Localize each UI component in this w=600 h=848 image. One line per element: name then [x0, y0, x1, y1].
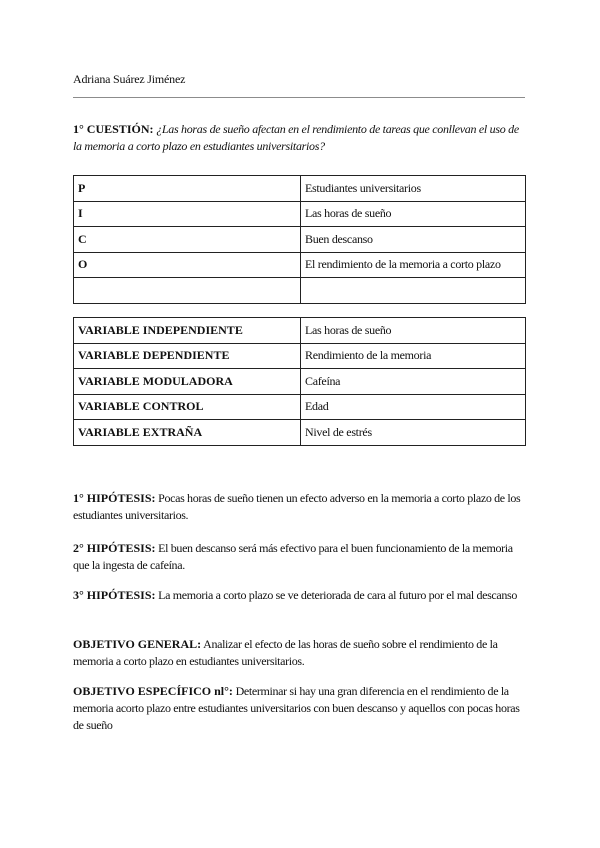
- objective-text: Analizar el efecto de las horas de sueño sobre el rendimiento de la memoria a corto plazo en estudiantes universitarios.: [73, 637, 498, 668]
- pico-key: I: [74, 201, 301, 227]
- pico-value: El rendimiento de la memoria a corto plazo: [301, 252, 526, 278]
- hypothesis-label: 2° HIPÓTESIS:: [73, 541, 156, 555]
- table-row: [74, 369, 526, 395]
- pico-table: [73, 175, 526, 304]
- objective-text: Determinar si hay una gran diferencia en el rendimiento de la memoria acorto plazo entre estudiantes universitarios con buen descanso y aquellos con pocas horas de sueño: [73, 684, 520, 732]
- variable-value: Las horas de sueño: [301, 318, 526, 344]
- header-divider: [73, 97, 525, 98]
- hypothesis-1: [73, 490, 528, 524]
- variable-key: VARIABLE MODULADORA: [74, 369, 301, 395]
- hypothesis-label: 1° HIPÓTESIS:: [73, 491, 156, 505]
- author-name: Adriana Suárez Jiménez: [73, 72, 186, 86]
- table-row: [74, 252, 526, 278]
- table-row: [74, 227, 526, 253]
- variable-key: VARIABLE EXTRAÑA: [74, 420, 301, 446]
- variable-value: Cafeína: [301, 369, 526, 395]
- table-row: [74, 278, 526, 304]
- table-row: [74, 420, 526, 446]
- table-row: [74, 318, 526, 344]
- research-question: [73, 121, 528, 155]
- variable-key: VARIABLE INDEPENDIENTE: [74, 318, 301, 344]
- objective-label: OBJETIVO ESPECÍFICO nl°:: [73, 684, 233, 698]
- variable-value: Edad: [301, 394, 526, 420]
- question-text: ¿Las horas de sueño afectan en el rendimiento de tareas que conllevan el uso de la memoria a corto plazo en estudiantes universitarios?: [73, 122, 519, 153]
- pico-value: [301, 278, 526, 304]
- question-label: 1° CUESTIÓN:: [73, 122, 154, 136]
- pico-value: Buen descanso: [301, 227, 526, 253]
- hypothesis-text: La memoria a corto plazo se ve deteriorada de cara al futuro por el mal descanso: [158, 588, 517, 602]
- pico-key: P: [74, 176, 301, 202]
- pico-key: C: [74, 227, 301, 253]
- hypothesis-text: Pocas horas de sueño tienen un efecto adverso en la memoria a corto plazo de los estudiantes universitarios.: [73, 491, 521, 522]
- table-row: [74, 394, 526, 420]
- objective-label: OBJETIVO GENERAL:: [73, 637, 202, 651]
- specific-objective: [73, 683, 528, 734]
- pico-value: Las horas de sueño: [301, 201, 526, 227]
- hypothesis-2: [73, 540, 528, 574]
- variable-key: VARIABLE CONTROL: [74, 394, 301, 420]
- table-row: [74, 176, 526, 202]
- table-row: [74, 201, 526, 227]
- variable-value: Rendimiento de la memoria: [301, 343, 526, 369]
- variable-value: Nivel de estrés: [301, 420, 526, 446]
- hypothesis-3: [73, 587, 528, 604]
- general-objective: [73, 636, 528, 670]
- variables-table: [73, 317, 526, 446]
- table-row: [74, 343, 526, 369]
- variable-key: VARIABLE DEPENDIENTE: [74, 343, 301, 369]
- pico-key: O: [74, 252, 301, 278]
- pico-value: Estudiantes universitarios: [301, 176, 526, 202]
- hypothesis-label: 3° HIPÓTESIS:: [73, 588, 156, 602]
- hypothesis-text: El buen descanso será más efectivo para el buen funcionamiento de la memoria que la ingesta de cafeína.: [73, 541, 513, 572]
- pico-key: [74, 278, 301, 304]
